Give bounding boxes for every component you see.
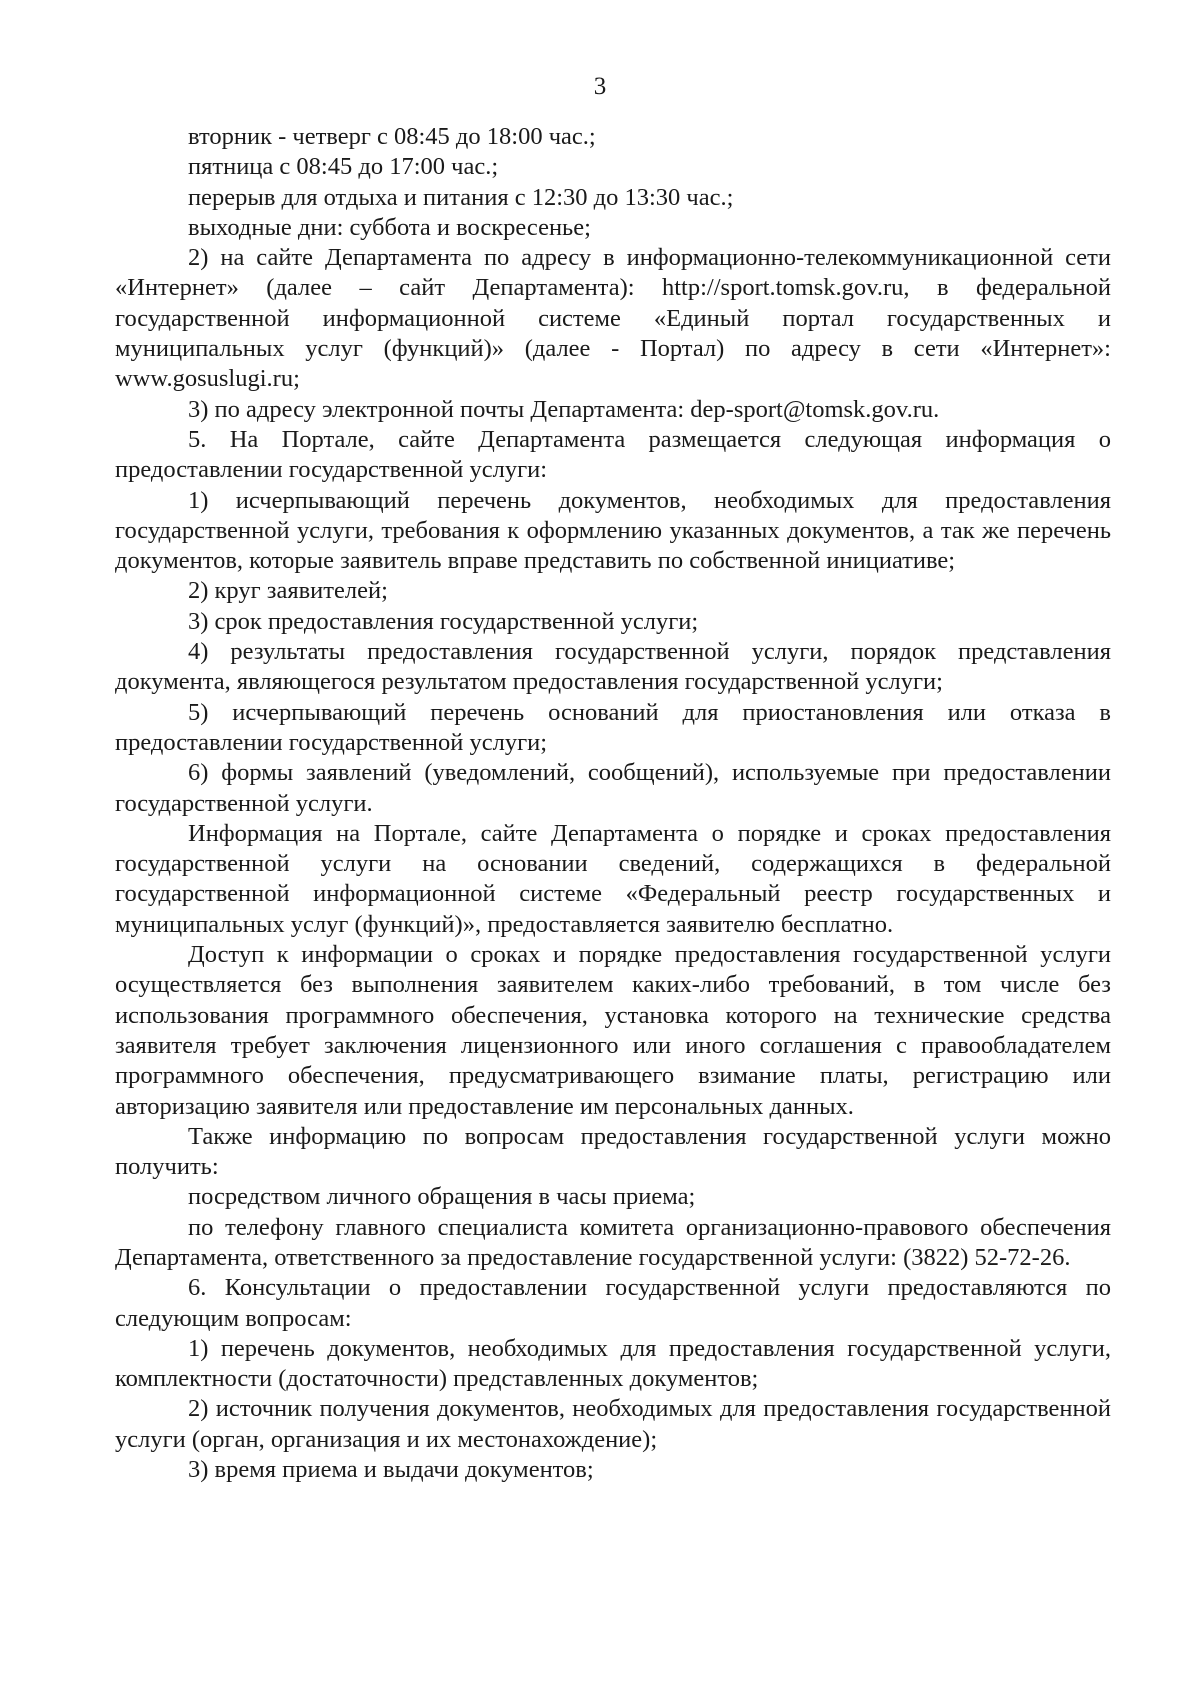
consult-item-1: 1) перечень документов, необходимых для предоставления государственной услуги, комплектности (достаточности) представленных документов; <box>115 1334 1111 1393</box>
section-6-heading: 6. Консультации о предоставлении государственной услуги предоставляются по следующим вопросам: <box>115 1274 1111 1332</box>
consult-item-3: 3) время приема и выдачи документов; <box>188 1456 594 1484</box>
list-item-1: 1) исчерпывающий перечень документов, необходимых для предоставления государственной услуги, требования к оформлению указанных документов, а так же перечень документов, которые заявитель вправе представить по собственной инициативе; <box>115 486 1111 575</box>
paragraph-website: 2) на сайте Департамента по адресу в информационно-телекоммуникационной сети «Интернет» (далее – сайт Департамента): http://sport.tomsk.gov.ru, в федеральной государственной информационной системе «Единый портал государственных и муниципальных услуг (функций)» (далее - Портал) по адресу в сети «Интернет»: www.gosuslugi.ru; <box>115 244 1111 393</box>
schedule-weekend: выходные дни: суббота и воскресенье; <box>188 213 591 241</box>
schedule-friday: пятница с 08:45 до 17:00 час.; <box>188 153 499 181</box>
paragraph-phone: по телефону главного специалиста комитета организационно-правового обеспечения Департамента, ответственного за предоставление государственной услуги: (3822) 52-72-26. <box>115 1213 1111 1271</box>
list-item-4: 4) результаты предоставления государственной услуги, порядок представления документа, являющегося результатом предоставления государственной услуги; <box>115 638 1111 696</box>
schedule-tue-thu: вторник - четверг с 08:45 до 18:00 час.; <box>188 123 596 150</box>
page-number: 3 <box>593 73 607 100</box>
list-item-5: 5) исчерпывающий перечень оснований для приостановления или отказа в предоставлении государственной услуги; <box>115 698 1111 756</box>
list-item-2: 2) круг заявителей; <box>188 577 388 605</box>
document-body <box>115 122 1111 1485</box>
paragraph-access: Доступ к информации о сроках и порядке предоставления государственной услуги осуществляется без выполнения заявителем каких-либо требований, в том числе без использования программного обеспечения, установка которого на технические средства заявителя требует заключения лицензионного или иного соглашения с правообладателем программного обеспечения, предусматривающего взимание платы, регистрацию или авторизацию заявителя или предоставление им персональных данных. <box>115 941 1111 1120</box>
paragraph-info-free: Информация на Портале, сайте Департамента о порядке и сроках предоставления государственной услуги на основании сведений, содержащихся в федеральной государственной информационной системе «Федеральный реестр государственных и муниципальных услуг (функций)», предоставляется заявителю бесплатно. <box>115 819 1111 938</box>
schedule-break: перерыв для отдыха и питания с 12:30 до 13:30 час.; <box>188 183 734 211</box>
consult-item-2: 2) источник получения документов, необходимых для предоставления государственной услуги (орган, организация и их местонахождение); <box>115 1395 1111 1453</box>
paragraph-personal-visit: посредством личного обращения в часы приема; <box>188 1183 696 1211</box>
section-5-heading: 5. На Портале, сайте Департамента размещается следующая информация о предоставлении государственной услуги: <box>115 425 1111 484</box>
list-item-6: 6) формы заявлений (уведомлений, сообщений), используемые при предоставлении государственной услуги. <box>115 759 1111 817</box>
paragraph-email: 3) по адресу электронной почты Департамента: dep-sport@tomsk.gov.ru. <box>188 395 940 423</box>
paragraph-also-info: Также информацию по вопросам предоставления государственной услуги можно получить: <box>115 1122 1111 1181</box>
list-item-3: 3) срок предоставления государственной услуги; <box>188 607 699 635</box>
